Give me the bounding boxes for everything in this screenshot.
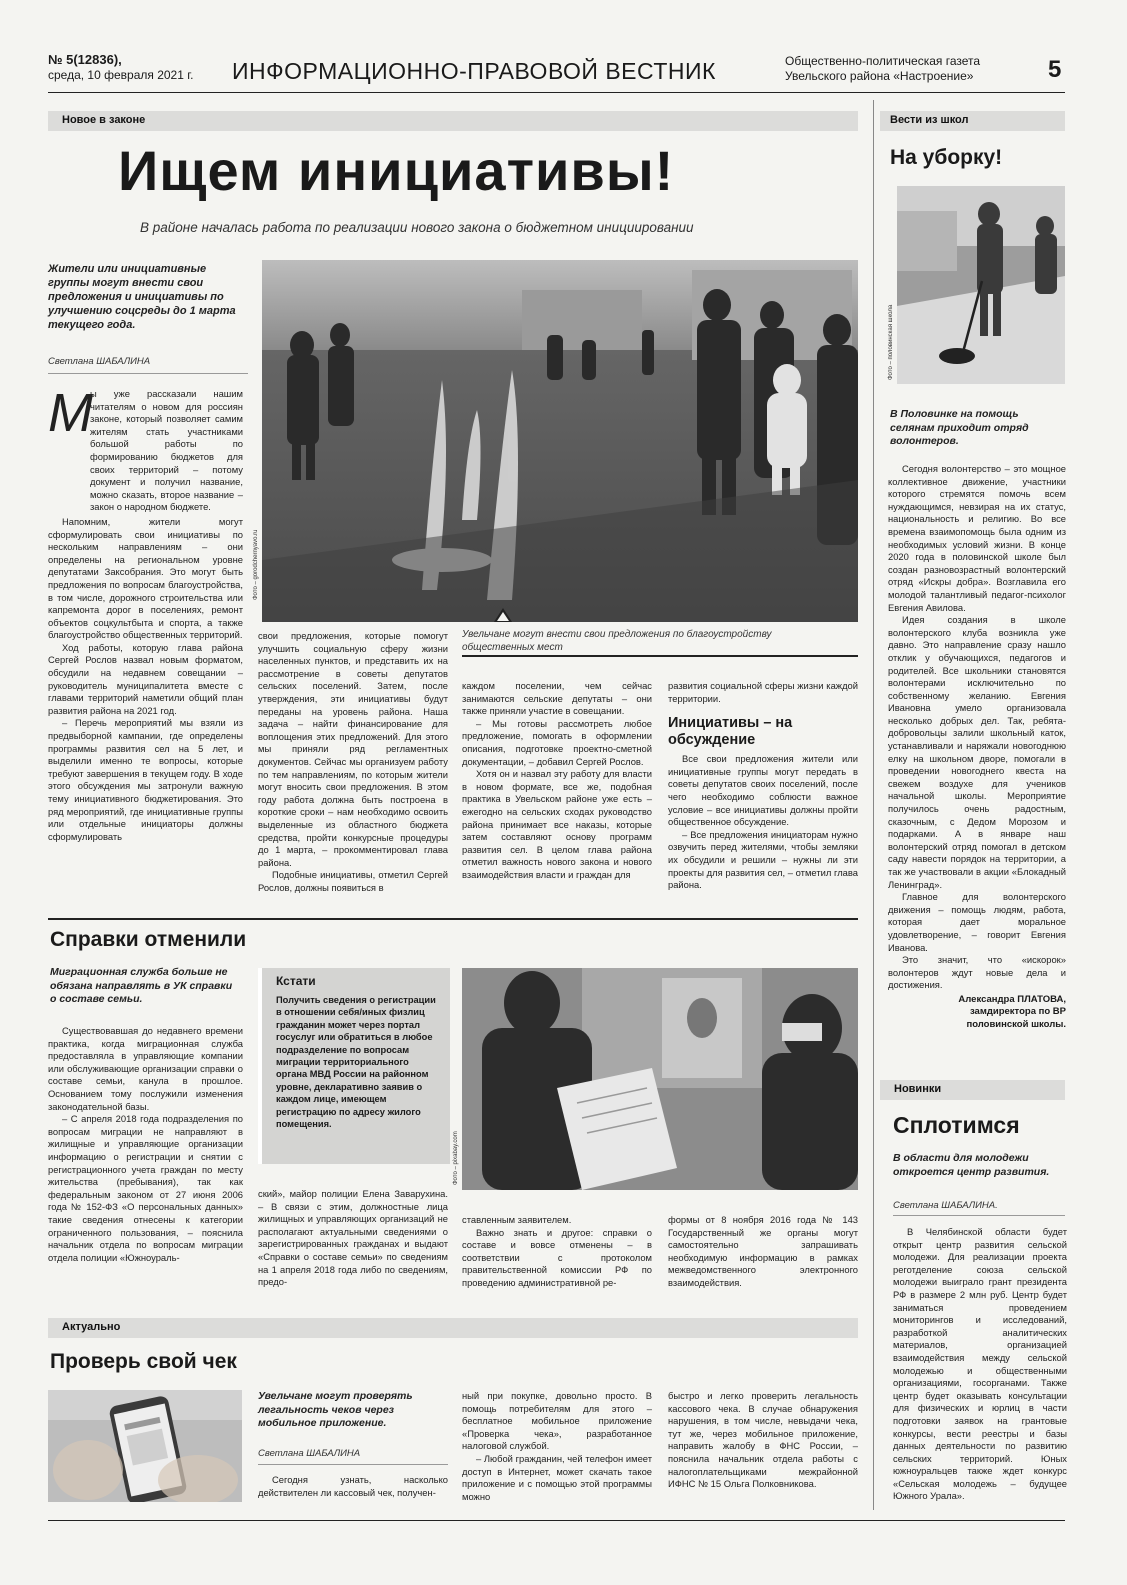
main-lead: Жители или инициативные группы могут внести свои предложения и инициативы по улучшению соцсреды до 1 марта текущего года. — [48, 263, 236, 331]
spravki-col3 — [462, 1214, 652, 1290]
col3-paragraph-1: каждом поселении, чем сейчас занимаются сельские депутаты – они также приняли участие в совещании. — [462, 680, 652, 717]
check-col2-p2: – Любой гражданин, чей телефон имеет доступ в Интернет, может скачать такое приложение и с помощью этой программы можно — [462, 1452, 652, 1502]
paper-name-line1: Общественно-политическая газета — [785, 54, 981, 68]
spravki-photo-credit: Фото – pixabay.com — [453, 1131, 459, 1185]
subhead-initiatives: Инициативы – на обсуждение — [668, 715, 793, 749]
col3-paragraph-2: – Мы готовы рассмотреть любое предложение, помогать в оформлении описания, подготовке проектно-сметной документации, – добавил Сергей Рослов. — [462, 717, 652, 767]
news-author: Светлана ШАБАЛИНА. — [893, 1200, 998, 1211]
main-headline: Ищем инициативы! — [118, 139, 675, 202]
school-photo-cleaning — [897, 186, 1065, 384]
school-paragraph-1: Сегодня волонтерство – это мощное коллективное движение, участники которого стремятся помочь всем нуждающимся, невзирая на их статус, национальность и религию. Во все времена взаимопомощь была одним из необходимых условий жизни. В конце 2020 года в половинской школе был создан разновозрастный волонтерский отряд «Искры добра». Возглавила его молодой талантливый педагог-психолог Евгения Авилова. — [888, 463, 1066, 613]
header-rule — [48, 92, 1065, 93]
drop-cap: М — [48, 383, 93, 443]
rubric-actual: Актуально — [48, 1318, 858, 1338]
caption-rule — [462, 655, 858, 657]
school-signature-role: замдиректора по ВР — [969, 1006, 1066, 1018]
school-body — [888, 463, 1066, 1031]
check-col2-p1: ный при покупке, довольно просто. В помощь потребителям для этого – бесплатное мобильное приложение «Проверка чека», разработанное налоговой службой. — [462, 1390, 652, 1452]
section-title: ИНФОРМАЦИОННО-ПРАВОВОЙ ВЕСТНИК — [232, 58, 716, 84]
kstati-text: Получить сведения о регистрации в отношении себя/иных физлиц гражданин может через портал госуслуг или обратиться в любое подразделение по вопросам миграции территориального органа МВД России на районном уровне, декларативно заявив о каждом лице, имеющем регистрацию по адресу жилого помещения. — [276, 995, 436, 1130]
spravki-lead: Миграционная служба больше не обязана направлять в УК справки о составе семьи. — [50, 966, 233, 1005]
school-photo-credit: Фото – половинская школа — [888, 304, 894, 380]
col1-paragraph-3: Ход работы, которую глава района Сергей Рослов назвал новым форматом, обсудили на недавнем совещании – руководитель муниципалитета вместе с главами территорий наметили общий план развития района на 2021 год. — [48, 641, 243, 716]
footer-rule — [48, 1520, 1065, 1521]
main-col2 — [258, 630, 448, 894]
check-lead: Увельчане могут проверять легальность чеков через мобильное приложение. — [258, 1390, 413, 1429]
school-signature-org: половинской школы. — [966, 1018, 1066, 1030]
col2-paragraph-1: свои предложения, которые помогут улучшить социальную сферу жизни населенных пунктов, и представить их на рассмотрение в советы депутатов сельских поселений. Затем, после утверждения, эти инициативы будут переданы на уровень района. Наша задача – найти финансирование для воплощения этих предложений. Для этого мы приняли ряд регламентных документов. Сейчас мы организуем работу по тем направлениям, по которым жители могут вносить свои предложения. В этом году работа должна быть построена в короткие сроки – нам необходимо освоить выделенные из областного бюджета средства, пройти конкурсные процедуры до 1 марта, – прокомментировал глава района. — [258, 630, 448, 868]
spravki-col1 — [48, 1025, 243, 1264]
page-number: 5 — [1048, 56, 1062, 83]
spravki-headline: Справки отменили — [50, 928, 247, 951]
spravki-paragraph-1: Существовавшая до недавнего времени практика, когда миграционная служба предоставляла в управляющие компании или обслуживающие организации справки о составе семьи, канула в прошлое. Основанием тому послужили изменения законодательной базы. — [48, 1025, 243, 1112]
spravki-col4: формы от 8 ноября 2016 года № 143 Государственный же органы могут самостоятельно запрашивать необходимую информацию в рамках межведомственного электронного взаимодействия. — [668, 1214, 858, 1288]
school-signature-name: Александра ПЛАТОВА, — [958, 993, 1066, 1005]
main-author: Светлана ШАБАЛИНА — [48, 356, 151, 367]
news-author-rule — [893, 1215, 1065, 1216]
col1-paragraph-2: Напомним, жители могут сформулировать свои инициативы по нескольким направлениям – они определены на региональном уровне депутатами Заксобрания. Это могут быть предложения по вопросам благоустройства, в том числе, дорожного строительства или капремонта дорог в поселениях, ремонт объектов соцкультбыта и спорта, а также благоустройство общественных территорий. — [48, 515, 243, 641]
caption-triangle-inner — [497, 612, 509, 621]
sidebar-divider — [873, 100, 874, 1510]
main-subheadline: В районе началась работа по реализации нового закона о бюджетном инициировании — [140, 220, 694, 235]
main-col3 — [462, 680, 652, 882]
check-headline: Проверь свой чек — [50, 1350, 237, 1373]
kstati-title: Кстати — [276, 974, 316, 988]
masthead — [0, 0, 1127, 100]
spravki-col2: ский», майор полиции Елена Заварухина. – В связи с этим, должностные лица жилищных и управляющих организаций не располагают актуальными сведениями о зарегистрированных гражданах и выдают «Справки о составе семьи» по сведениям на 1 апреля 2018 года либо по сведениям, предо- — [258, 1188, 448, 1288]
spravki-col3-p1: ставленным заявителем. — [462, 1214, 572, 1225]
issue-number: № 5(12836), — [48, 52, 122, 67]
school-lead: В Половинке на помощь селянам приходит отряд волонтеров. — [890, 408, 1029, 447]
check-photo-phone — [48, 1390, 242, 1502]
news-paragraph-1: В Челябинской области будет открыт центр развития сельской молодежи. Для реализации проекта реготделение союза сельской молодежи выиграло грант президента РФ в размере 2 млн руб. Центр будет заниматься проведением мониторингов и исследований, разработкой аналитических материалов, организацией взаимодействия между сельской молодежью и общественными организациями, госорганами. Также центр будет оказывать консультации для физических и юрлиц в части подготовки заявок на грантовые конкурсы, вести реестры и базы данных деятельности по развитию сельских территорий. Юных южноуральцев также ждет конкурс «Сельская молодежь – будущее Южного Урала». — [893, 1226, 1067, 1502]
check-author-rule — [258, 1464, 448, 1465]
col4-paragraph-3: – Все предложения инициаторам нужно озвучить перед жителями, чтобы земляки их обсудили и решили – нужны ли эти проекты для развития сел, – отметил глава района. — [668, 828, 858, 891]
spravki-col3-p2: Важно знать и другое: справки о составе и вовсе отменены – в соответствии с протоколом правительственной комиссии РФ по проведению административной ре- — [462, 1226, 652, 1288]
main-col4 — [668, 680, 858, 892]
rubric-novelties: Новинки — [880, 1080, 1065, 1100]
school-paragraph-4: Это значит, что «искорок» волонтеров ждут новые дела и достижения. — [888, 954, 1066, 991]
school-paragraph-2: Идея создания в школе волонтерского клуба возникла уже давно. Это направление сразу нашло отклик у обучающихся, педагогов и родителей. Все школьники становятся волонтерами исключительно по собственному желанию. Евгения Ивановна умело организовала несколько добрых дел. Так, ребята-добровольцы залили школьный каток, устанавливали и наряжали новогоднюю елку на школьном дворе, помогали в проведении новогоднего квеста на свежем воздухе для учеников начальной школы. Мероприятие получилось очень радостным, сказочным, с Дедом Морозом и подарками. А в январе наш волонтерский отряд помогал в детском саду навести порядок на территории, а так же участвовали в акции «Блокадный Ленинград». — [888, 614, 1066, 890]
main-col1 — [48, 383, 243, 843]
check-col2 — [462, 1390, 652, 1503]
section-rule-spravki — [48, 918, 858, 920]
main-photo-caption: Увельчане могут внести свои предложения по благоустройству общественных мест — [462, 629, 772, 653]
rubric-school-news: Вести из школ — [880, 111, 1065, 131]
news-headline: Сплотимся — [893, 1112, 1020, 1138]
rubric-new-in-law: Новое в законе — [48, 111, 858, 131]
school-headline: На уборку! — [890, 146, 1003, 169]
col1-paragraph-1a: ы уже рассказали нашим читателям о новом для россиян законе, который позволяет самим жителям стать участниками большой работы по формированию бюджетов для своих территорий – потому документ и получил название, можно сказать, второе название – закон о народном бюджете. — [90, 388, 243, 513]
author-rule — [48, 373, 248, 374]
school-paragraph-3: Главное для волонтерского движения – помощь людям, работа, которая дает моральное удовлетворение, – говорит Евгения Иванова. — [888, 891, 1066, 953]
spravki-photo-documents — [462, 968, 858, 1190]
main-photo-fountain — [262, 260, 858, 622]
check-author: Светлана ШАБАЛИНА — [258, 1448, 361, 1459]
col4-paragraph-2: Все свои предложения жители или инициативные группы могут передать в советы депутатов своих поселений, после чего необходимо соблюсти важное условие – все инициативы должны пройти общественное обсуждение. — [668, 753, 858, 828]
check-paragraph-1: Сегодня узнать, насколько действителен ли кассовый чек, получен- — [258, 1474, 448, 1498]
col2-paragraph-2: Подобные инициативы, отметил Сергей Рослов, должны появиться в — [258, 869, 448, 893]
col1-paragraph-4: – Перечь мероприятий мы взяли из предвыборной кампании, где определены программы развития сел на 5 лет, и выделили именно те вопросы, которые требуют завершения в текущем году. В ходе этого обсуждения мы затронули важную тему инициативного бюджетирования. Это ряд мероприятий, где инициативные группы или отдельные инициаторы должны сформулировать — [48, 717, 243, 842]
paper-name-line2: Увельского района «Настроение» — [785, 69, 974, 83]
col3-paragraph-3: Хотя он и назвал эту работу для власти в новом формате, все же, подобная практика в Увельском районе уже есть – ежегодно на сельских сходах руководство района принимает все наказы, которые затем составляют основу программ развития сел. В целом глава района отметил важность нового закона и нового взаимодействия власти и граждан для — [462, 768, 652, 880]
check-col3: быстро и легко проверить легальность кассового чека. В случае обнаружения нарушения, в том числе, невыдачи чека, тут же, через мобильное приложение, направить жалобу в ФНС России, – пояснила начальник отдела работы с налогоплательщиками межрайонной ИФНС № 15 Ольга Полковникова. — [668, 1390, 858, 1490]
col4-paragraph-1: развития социальной сферы жизни каждой территории. — [668, 680, 858, 704]
spravki-paragraph-2: – С апреля 2018 года подразделения по вопросам миграции не направляют в жилищные и управляющие организации информацию о регистрации и снятии с регистрационного учета граждан по месту жительства (пребывания), так как федеральным законом от 27 июня 2006 года № 152-ФЗ «О персональных данных» такие сведения отнесены к категории ограниченного пользования, – пояснила начальник отдела по вопросам миграции отдела полиции «Южноураль- — [48, 1113, 243, 1263]
issue-date: среда, 10 февраля 2021 г. — [48, 68, 194, 82]
news-lead: В области для молодежи откроется центр развития. — [893, 1152, 1050, 1178]
main-photo-credit: Фото – gorodchernyavo.ru — [253, 529, 259, 600]
kstati-box — [258, 968, 450, 1164]
